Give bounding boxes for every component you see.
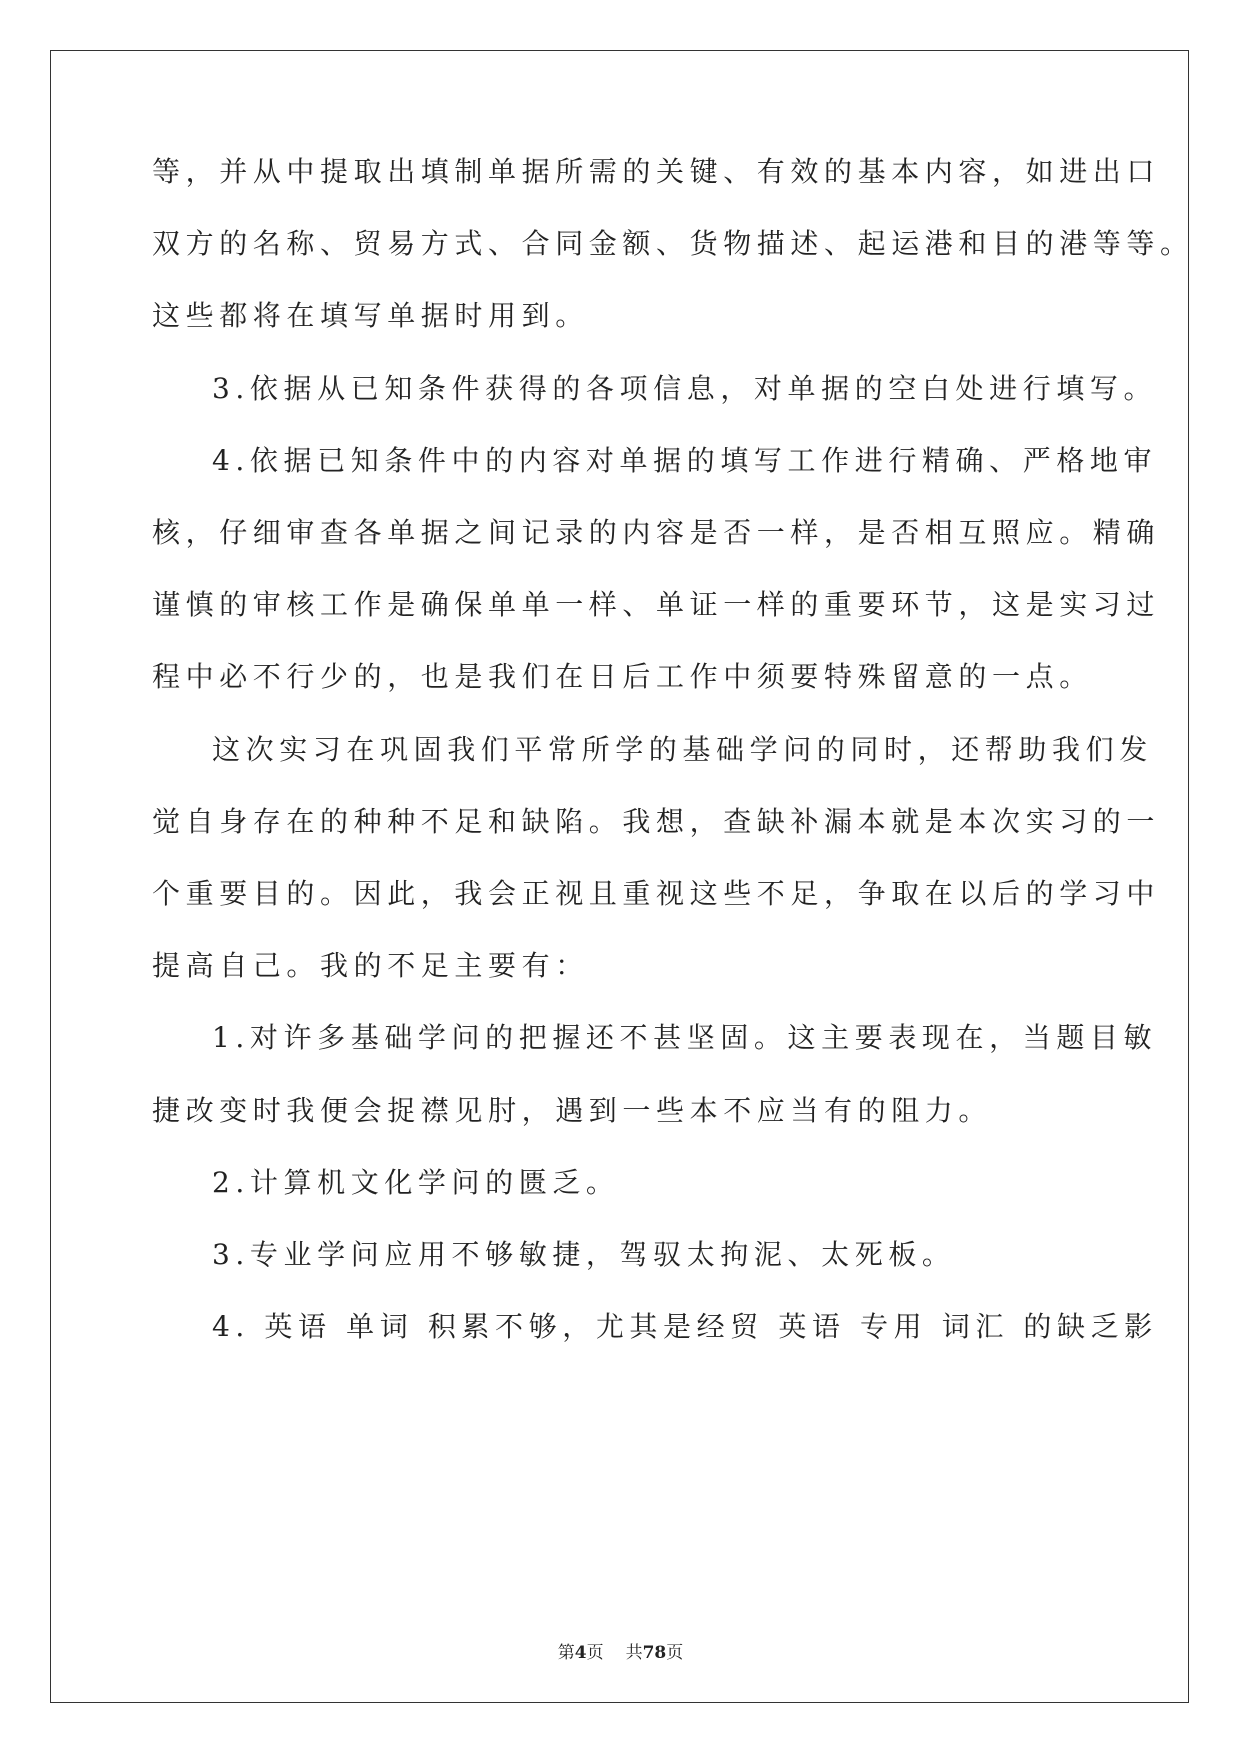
footer-page-unit: 页 — [586, 1643, 604, 1663]
text-line: 捷改变时我便会捉襟见肘，遇到一些本不应当有的阻力。 — [152, 1094, 993, 1127]
text-line: 这次实习在巩固我们平常所学的基础学问的同时，还帮助我们发 — [212, 733, 1153, 766]
text-line: 双方的名称、贸易方式、合同金额、货物描述、起运港和目的港等等。 — [152, 227, 1194, 260]
total-pages-number: 78 — [642, 1643, 667, 1663]
text-line: 谨慎的审核工作是确保单单一样、单证一样的重要环节，这是实习过 — [152, 588, 1161, 621]
text-line: 个重要目的。因此，我会正视且重视这些不足，争取在以后的学习中 — [152, 877, 1161, 910]
page-footer — [0, 1638, 1241, 1663]
footer-prefix: 第 — [557, 1643, 575, 1663]
text-line: 提高自己。我的不足主要有： — [152, 949, 589, 982]
text-line: 4. 英语 单词 积累不够，尤其是经贸 英语 专用 词汇 的缺乏影 — [212, 1310, 1158, 1343]
footer-total-prefix: 共 — [625, 1643, 643, 1663]
text-line: 3.依据从已知条件获得的各项信息，对单据的空白处进行填写。 — [212, 372, 1158, 405]
text-line: 4.依据已知条件中的内容对单据的填写工作进行精确、严格地审 — [212, 444, 1158, 477]
footer-total-unit: 页 — [666, 1643, 684, 1663]
current-page-number: 4 — [574, 1643, 587, 1663]
text-line: 觉自身存在的种种不足和缺陷。我想，查缺补漏本就是本次实习的一 — [152, 805, 1161, 838]
text-line: 核，仔细审查各单据之间记录的内容是否一样，是否相互照应。精确 — [152, 516, 1161, 549]
text-line: 1.对许多基础学问的把握还不甚坚固。这主要表现在，当题目敏 — [212, 1021, 1158, 1054]
text-line: 这些都将在填写单据时用到。 — [152, 299, 589, 332]
text-line: 等，并从中提取出填制单据所需的关键、有效的基本内容，如进出口 — [152, 155, 1161, 188]
text-line: 2.计算机文化学问的匮乏。 — [212, 1166, 620, 1199]
text-line: 3.专业学问应用不够敏捷，驾驭太拘泥、太死板。 — [212, 1238, 956, 1271]
text-line: 程中必不行少的，也是我们在日后工作中须要特殊留意的一点。 — [152, 660, 1093, 693]
